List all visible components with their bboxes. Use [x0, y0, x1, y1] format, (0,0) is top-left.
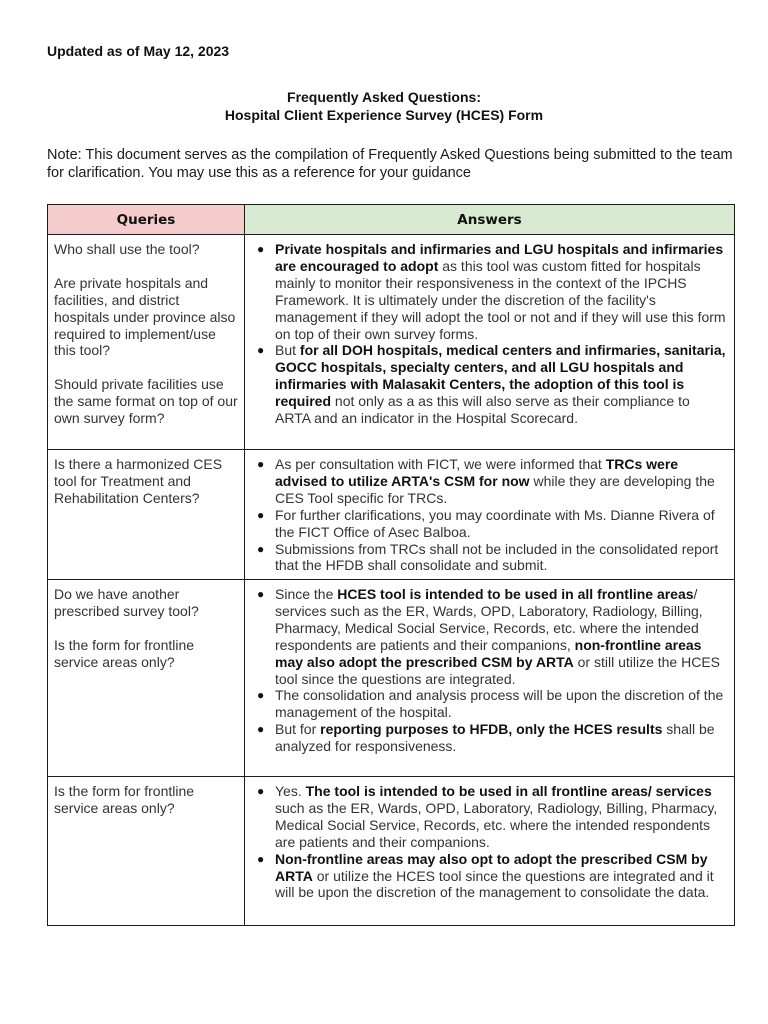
answer-item: [251, 586, 728, 687]
answer-list: [251, 241, 728, 427]
bullet-icon: ●: [257, 688, 265, 703]
bullet-icon: ●: [257, 784, 265, 798]
answer-item: [251, 342, 728, 427]
bullet-icon: ●: [257, 851, 265, 866]
answer-item: [251, 241, 728, 342]
answer-text: But for: [275, 721, 321, 738]
query-cell: [48, 450, 245, 580]
answer-bold-text: The tool is intended to be used in all frontline areas/ services: [305, 783, 712, 799]
answer-text: while they are developing the CES Tool specific for TRCs.: [275, 472, 715, 506]
query-text: Should private facilities use the same format on top of our own survey form?: [54, 376, 238, 427]
answer-text: As per consultation with FICT, we were informed that: [275, 456, 606, 472]
answer-text: Since the: [275, 586, 338, 602]
answer-text: or utilize the HCES tool since the questions are integrated and it will be upon the discretion of the management to consolidate the data.: [275, 867, 714, 901]
answer-item: [251, 783, 728, 851]
bullet-icon: ●: [257, 722, 265, 737]
answer-text: as this tool was custom fitted for hospitals mainly to monitor their responsiveness in the context of the IPCHS Framework. It is ultimately under the discretion of the facility's management if they will adopt the tool or not and if they will use this form on top of their own survey forms.: [275, 257, 726, 342]
title-line-1: Frequently Asked Questions:: [287, 89, 481, 105]
answers-column-header: Answers: [245, 205, 735, 235]
answer-cell: [245, 235, 735, 450]
answer-list: [251, 783, 728, 901]
query-text: Is the form for frontline service areas only?: [54, 783, 195, 816]
answer-cell: [245, 777, 735, 926]
faq-table: [47, 204, 735, 926]
answer-bold-text: Non-frontline areas may also opt to adopt the prescribed CSM by ARTA: [275, 850, 708, 884]
faq-row: [48, 777, 735, 926]
query-cell: [48, 580, 245, 777]
title-line-2: Hospital Client Experience Survey (HCES) Form: [224, 107, 544, 123]
answer-bold-text: non-frontline areas may also adopt the prescribed CSM by ARTA: [275, 636, 702, 670]
bullet-icon: ●: [257, 587, 265, 601]
answer-text: such as the ER, Wards, OPD, Laboratory, Radiology, Billing, Pharmacy, Medical Social Service, Records, etc. where the intended respondents are patients and their companions.: [275, 799, 718, 850]
answer-text: shall be analyzed for responsiveness.: [275, 721, 715, 755]
answer-bold-text: HCES tool is intended to be used in all frontline areas: [337, 586, 694, 602]
answer-item: [251, 507, 728, 541]
answer-item: [251, 541, 728, 575]
faq-header-row: [48, 205, 735, 235]
updated-date: Updated as of May 12, 2023: [47, 43, 230, 59]
faq-row: [48, 450, 735, 580]
query-text: Do we have another prescribed survey tool?: [54, 586, 199, 619]
query-text: Is the form for frontline service areas only?: [54, 636, 195, 670]
answer-text: not only as a as this will also serve as their compliance to ARTA and an indicator in the Hospital Scorecard.: [275, 393, 690, 427]
answer-text: / services such as the ER, Wards, OPD, Laboratory, Radiology, Billing, Pharmacy, Medical Social Service, Records, etc. where the intended respondents are patients and their companions,: [275, 586, 703, 653]
query-text: Is there a harmonized CES tool for Treatment and Rehabilitation Centers?: [54, 456, 223, 506]
bullet-icon: ●: [257, 242, 265, 256]
bullet-icon: ●: [257, 541, 265, 556]
query-cell: [48, 235, 245, 450]
answer-bold-text: reporting purposes to HFDB, only the HCES results: [320, 721, 663, 738]
document-title: [0, 88, 768, 124]
faq-row: [48, 235, 735, 450]
answer-text: Yes.: [275, 783, 306, 799]
bullet-icon: ●: [257, 507, 265, 522]
answer-text: or still utilize the HCES tool since the questions are integrated.: [275, 653, 721, 687]
answer-list: [251, 586, 728, 755]
answer-text: But: [275, 342, 300, 359]
bullet-icon: ●: [257, 343, 265, 358]
answer-bold-text: TRCs were advised to utilize ARTA's CSM for now: [275, 456, 679, 489]
queries-column-header: Queries: [48, 205, 245, 235]
query-text: Are private hospitals and facilities, and district hospitals under province also required to implement/use this tool?: [54, 274, 236, 359]
answer-item: [251, 851, 728, 902]
answer-item: [251, 456, 728, 507]
bullet-icon: ●: [257, 457, 265, 471]
answer-cell: [245, 580, 735, 777]
answer-text: For further clarifications, you may coordinate with Ms. Dianne Rivera of the FICT Office of Asec Balboa.: [275, 506, 715, 540]
answer-text: Submissions from TRCs shall not be included in the consolidated report that the HFDB shall consolidate and submit.: [275, 540, 719, 574]
answer-item: [251, 687, 728, 721]
answer-bold-text: Private hospitals and infirmaries and LGU hospitals and infirmaries are encouraged to adopt: [275, 241, 724, 274]
answer-text: The consolidation and analysis process will be upon the discretion of the management of the hospital.: [275, 687, 724, 721]
query-cell: [48, 777, 245, 926]
query-text: Who shall use the tool?: [54, 241, 200, 257]
answer-cell: [245, 450, 735, 580]
answer-list: [251, 456, 728, 574]
document-note: Note: This document serves as the compilation of Frequently Asked Questions being submitted to the team for clarification. You may use this as a reference for your guidance: [47, 147, 733, 181]
answer-bold-text: for all DOH hospitals, medical centers and infirmaries, sanitaria, GOCC hospitals, specialty centers, and all LGU hospitals and infirmaries with Malasakit Centers, the adoption of this tool is required: [275, 342, 726, 410]
faq-row: [48, 580, 735, 777]
answer-item: [251, 721, 728, 755]
